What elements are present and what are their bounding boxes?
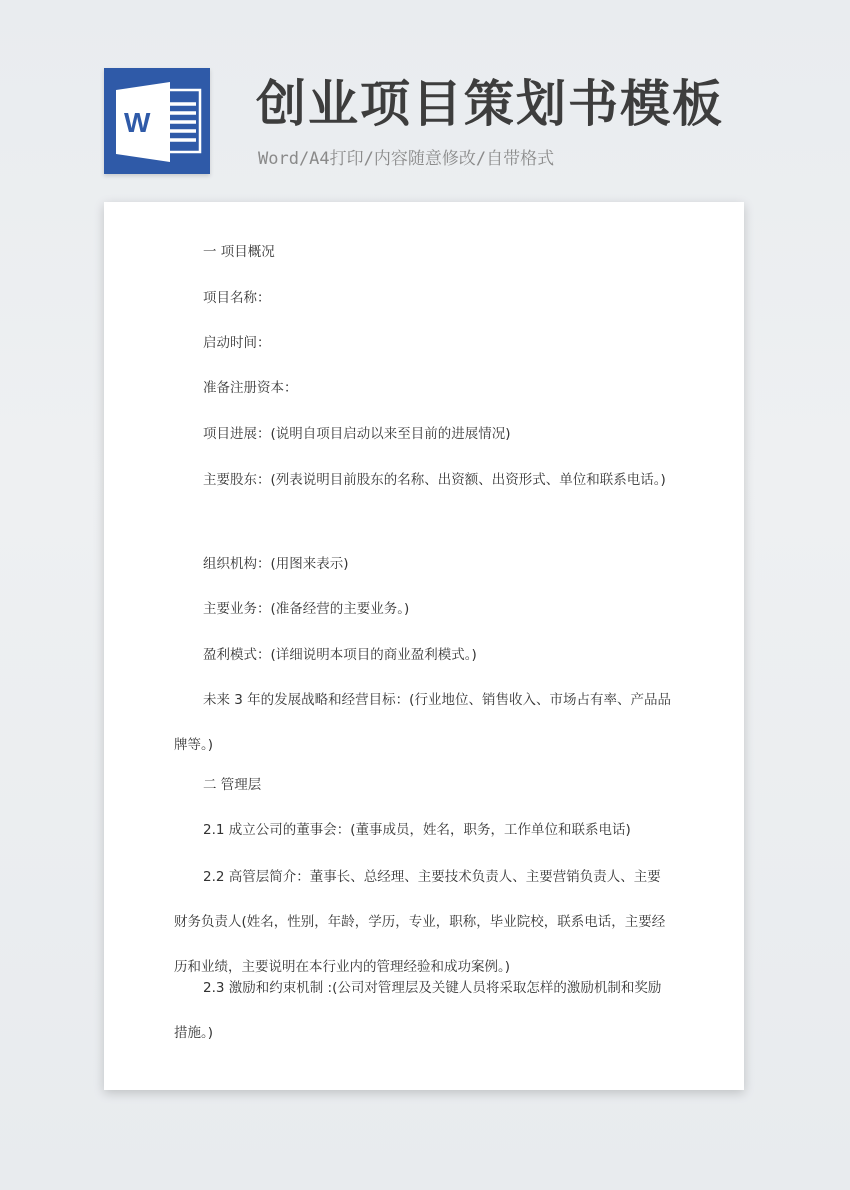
field-main-business: 主要业务：(准备经营的主要业务。)	[203, 601, 410, 617]
document-page	[104, 202, 744, 1090]
section-heading-overview: 一 项目概况	[203, 244, 275, 260]
field-incentive-mechanism: 2.3 激励和约束机制 :(公司对管理层及关键人员将采取怎样的激励机制和奖励措施。)	[174, 980, 662, 1041]
word-icon	[104, 68, 210, 174]
field-3-year-strategy: 未来 3 年的发展战略和经营目标：(行业地位、销售收入、市场占有率、产品品牌等。)	[174, 692, 671, 753]
field-profit-model: 盈利模式：(详细说明本项目的商业盈利模式。)	[203, 647, 477, 663]
section-heading-management: 二 管理层	[203, 777, 262, 793]
field-main-shareholders: 主要股东：(列表说明目前股东的名称、出资额、出资形式、单位和联系电话。)	[203, 472, 666, 488]
field-project-progress: 项目进展：(说明自项目启动以来至目前的进展情况)	[203, 426, 511, 442]
field-executive-profile: 2.2 高管层简介：董事长、总经理、主要技术负责人、主要营销负责人、主要财务负责人(姓名，性别，年龄，学历，专业，职称，毕业院校，联系电话，主要经历和业绩，主要说明在本行业内的管理经验和成功案例。)	[174, 869, 666, 975]
word-app-icon	[104, 68, 210, 174]
field-organization: 组织机构：(用图来表示)	[203, 556, 349, 572]
field-board-of-directors: 2.1 成立公司的董事会：(董事成员，姓名，职务，工作单位和联系电话)	[203, 822, 631, 838]
svg-text:W: W	[124, 107, 151, 138]
field-project-name: 项目名称：	[203, 290, 271, 306]
page-title: 创业项目策划书模板	[256, 75, 724, 133]
page-subtitle: Word/A4打印/内容随意修改/自带格式	[258, 149, 555, 169]
field-start-time: 启动时间：	[203, 335, 271, 351]
field-registered-capital: 准备注册资本：	[203, 380, 298, 396]
